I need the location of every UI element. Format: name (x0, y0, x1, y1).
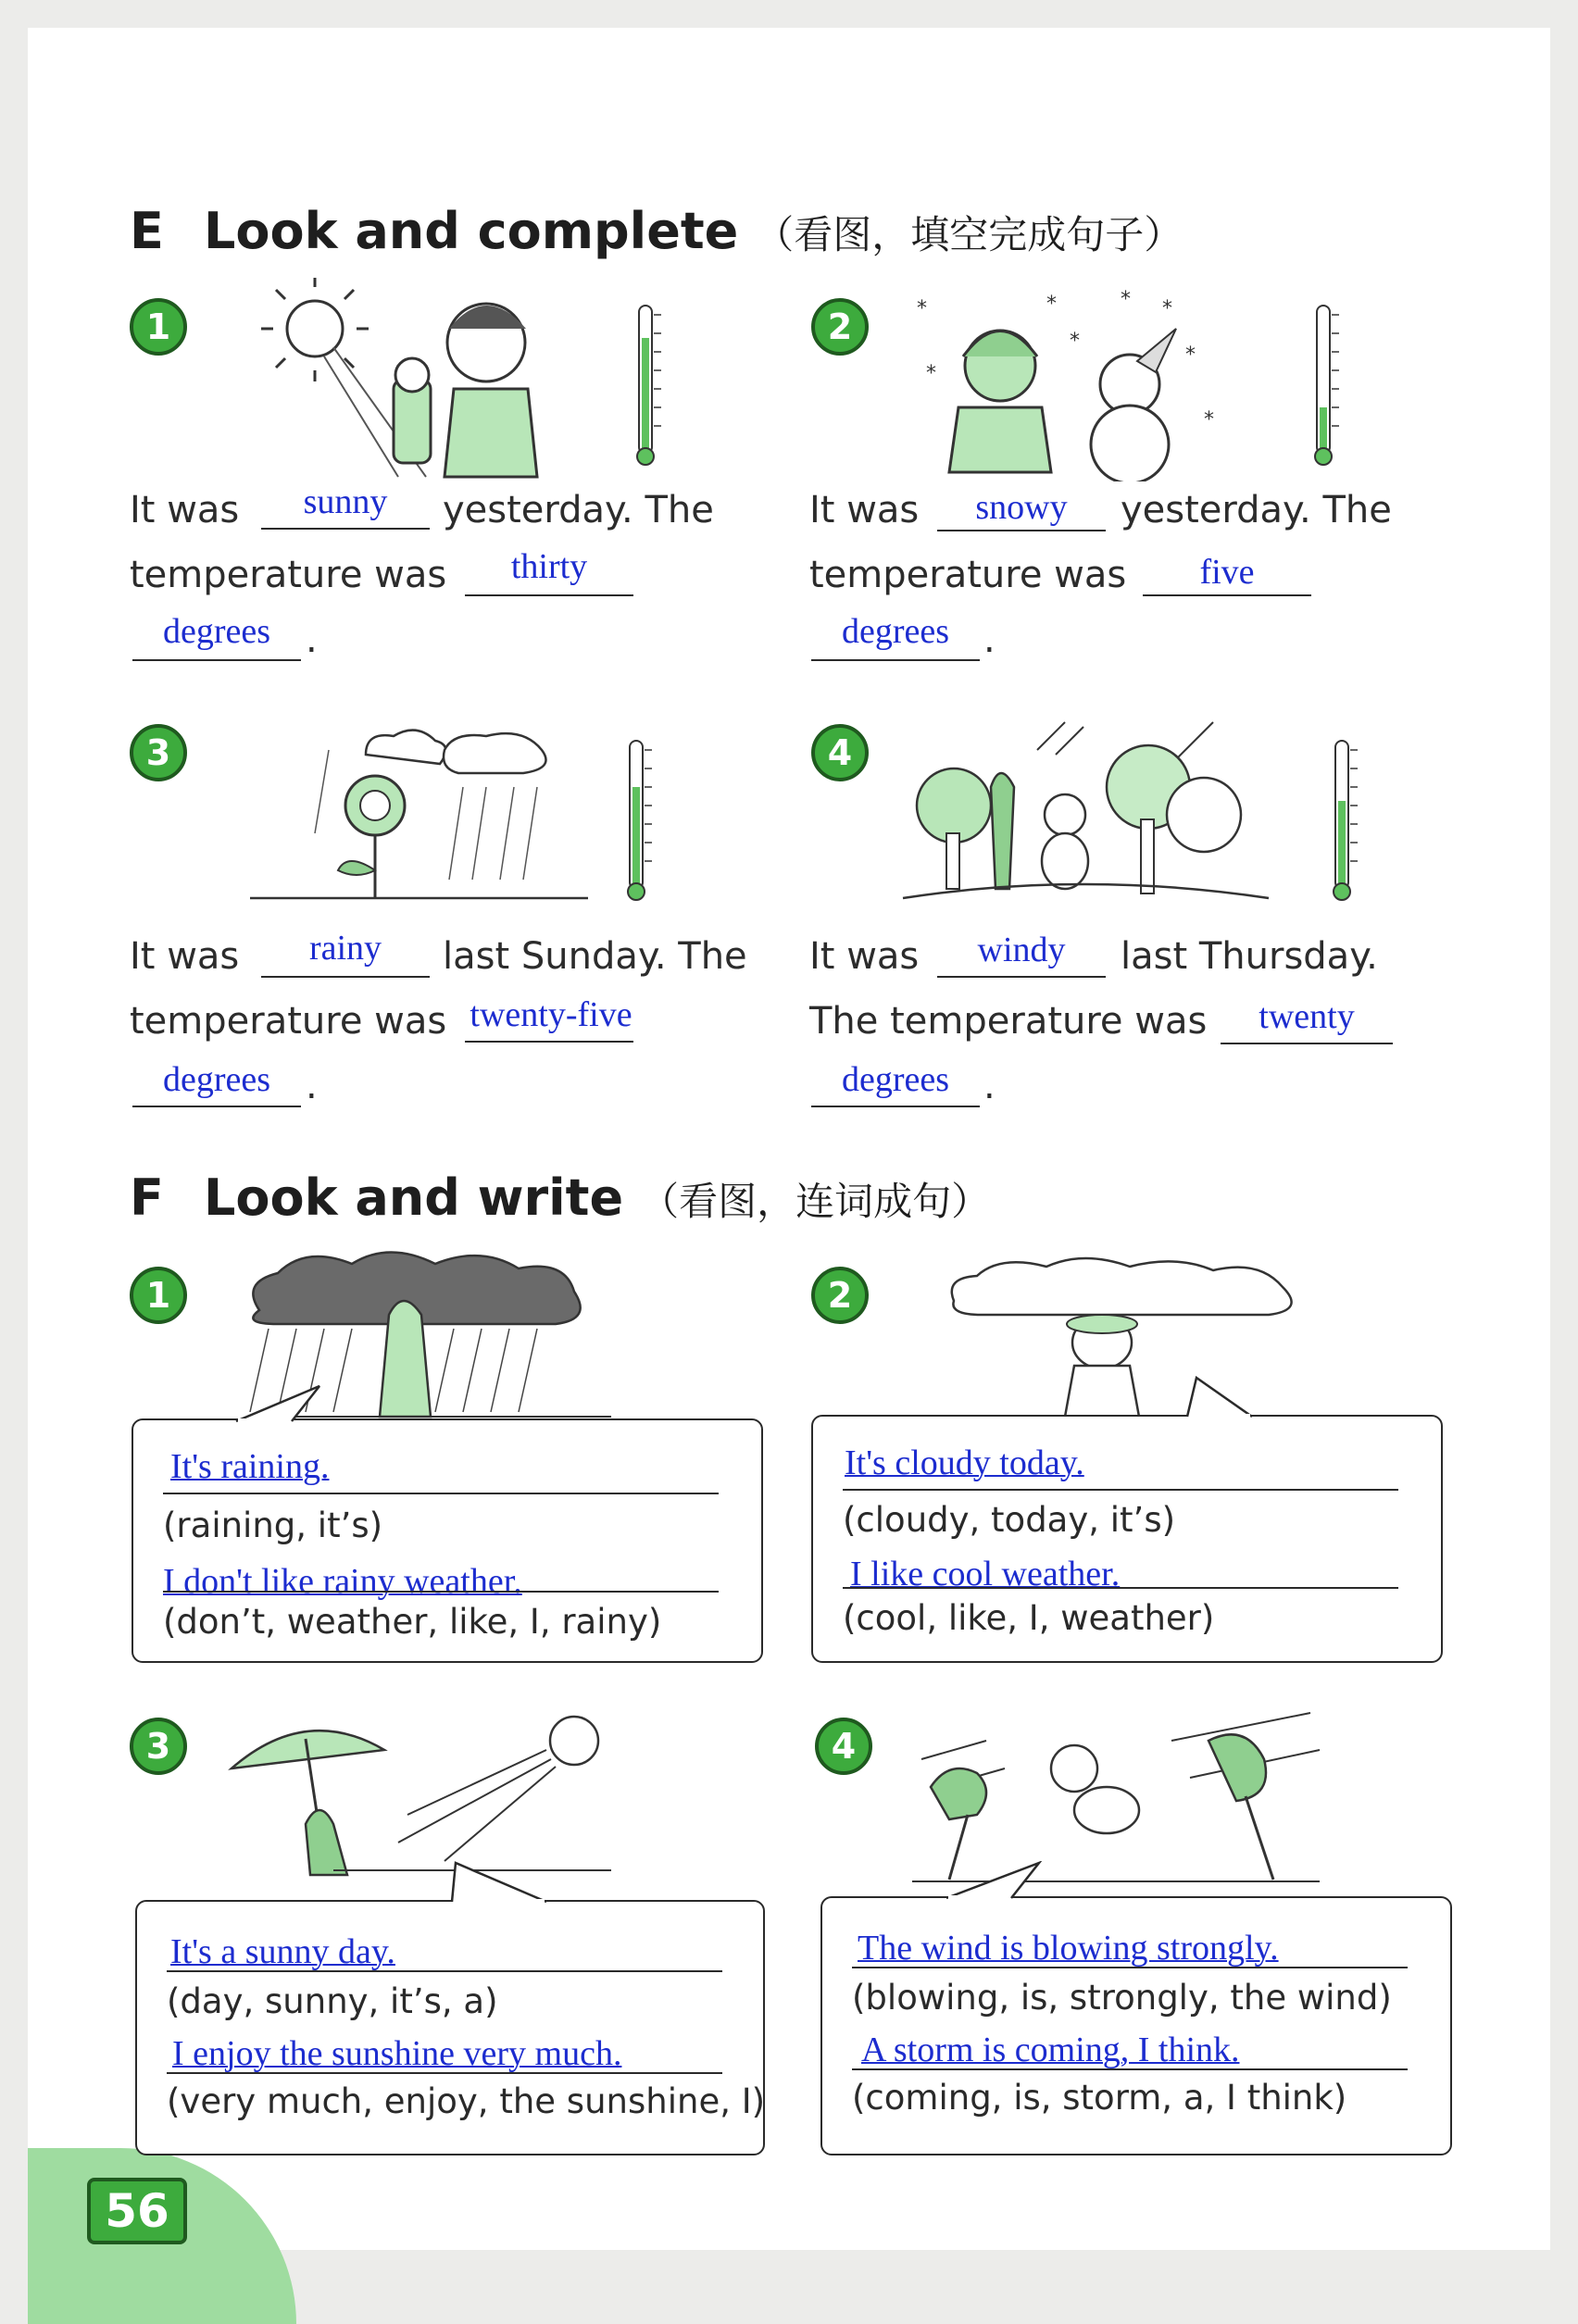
answer-blank-temperature: thirty (510, 547, 588, 586)
section-e-title: Look and complete (204, 202, 739, 260)
word-hint: (very much, enjoy, the sunshine, I) (167, 2081, 766, 2121)
blank-line (132, 659, 301, 661)
section-e-title-cn: （看图，填空完成句子） (755, 212, 1184, 257)
answer-line (163, 1493, 719, 1494)
blank-line (465, 1041, 633, 1043)
section-f-title-cn: （看图，连词成句） (640, 1179, 991, 1224)
svg-text:*: * (1070, 330, 1080, 353)
thermometer-icon (1308, 301, 1372, 468)
thermometer-icon (630, 301, 695, 468)
svg-text:*: * (917, 297, 927, 320)
sentence-period: . (306, 618, 318, 661)
speech-bubble-tail (1169, 1376, 1271, 1418)
sunny-hot-boy-illustration (259, 278, 574, 481)
svg-text:*: * (1185, 344, 1196, 367)
sentence-text: last Thursday. (1121, 935, 1378, 978)
answer-blank-unit: degrees (841, 1060, 950, 1099)
item-number-badge: 4 (815, 1718, 872, 1775)
written-answer: I like cool weather. (850, 1555, 1121, 1593)
page-number: 56 (87, 2178, 187, 2244)
section-f-heading (130, 1168, 990, 1227)
word-hint: (coming, is, storm, a, I think) (852, 2078, 1347, 2118)
section-f-title: Look and write (204, 1168, 624, 1227)
blank-line (261, 528, 430, 530)
sentence-text: It was (809, 935, 920, 978)
speech-bubble-tail (227, 1384, 338, 1423)
sentence-text: temperature was (130, 1000, 447, 1043)
sentence-period: . (983, 1065, 996, 1107)
answer-blank-weather: snowy (975, 488, 1068, 527)
blank-line (1221, 1043, 1393, 1044)
blank-line (937, 530, 1106, 531)
item-number-badge: 3 (130, 1718, 187, 1775)
sentence-period: . (983, 618, 996, 661)
answer-line (852, 1967, 1408, 1968)
sentence-text: It was (809, 489, 920, 531)
written-answer: I don't like rainy weather. (163, 1562, 522, 1601)
written-answer: The wind is blowing strongly. (858, 1929, 1279, 1968)
answer-blank-unit: degrees (162, 1060, 271, 1099)
answer-blank-weather: sunny (303, 482, 388, 521)
item-number-badge: 4 (811, 724, 869, 781)
word-hint: (raining, it’s) (163, 1506, 383, 1545)
answer-blank-temperature: twenty-five (470, 995, 632, 1034)
sentence-period: . (306, 1065, 318, 1107)
sentence-text: temperature was (130, 554, 447, 596)
blank-line (261, 976, 430, 978)
written-answer: It's raining. (170, 1447, 330, 1486)
sentence-text: yesterday. The (443, 489, 714, 531)
speech-bubble-tail (445, 1861, 565, 1904)
answer-blank-weather: windy (977, 931, 1066, 969)
thermometer-icon (620, 736, 685, 903)
blank-line (937, 976, 1106, 978)
section-f-letter: F (130, 1168, 164, 1227)
thermometer-icon (1326, 736, 1391, 903)
sentence-text: It was (130, 489, 240, 531)
section-e-letter: E (130, 202, 164, 260)
svg-text:*: * (1162, 297, 1172, 320)
word-hint: (don’t, weather, like, I, rainy) (163, 1602, 662, 1642)
item-number-badge: 2 (811, 298, 869, 356)
sentence-text: It was (130, 935, 240, 978)
answer-blank-temperature: twenty (1259, 997, 1355, 1036)
answer-line (163, 1591, 719, 1593)
sentence-text: The temperature was (809, 1000, 1208, 1043)
sentence-text: last Sunday. The (443, 935, 747, 978)
rainy-sunflower-illustration (245, 722, 597, 917)
item-number-badge: 2 (811, 1267, 869, 1324)
answer-line (843, 1587, 1398, 1589)
item-number-badge: 3 (130, 724, 187, 781)
blank-line (1143, 594, 1311, 596)
answer-line (167, 2072, 722, 2074)
word-hint: (cloudy, today, it’s) (843, 1500, 1176, 1540)
answer-blank-unit: degrees (841, 612, 950, 651)
word-hint: (day, sunny, it’s, a) (167, 1981, 498, 2021)
blank-line (465, 594, 633, 596)
sentence-text: yesterday. The (1121, 489, 1392, 531)
written-answer: A storm is coming, I think. (861, 2030, 1240, 2069)
windy-trees-illustration (898, 713, 1287, 917)
item-number-badge: 1 (130, 1267, 187, 1324)
sunny-beach-illustration (222, 1704, 630, 1889)
answer-line (852, 2068, 1408, 2070)
sentence-text: temperature was (809, 554, 1127, 596)
written-answer: I enjoy the sunshine very much. (172, 2034, 622, 2073)
section-e-heading (130, 202, 1183, 260)
written-answer: It's cloudy today. (845, 1443, 1084, 1482)
written-answer: It's a sunny day. (170, 1932, 395, 1971)
svg-text:*: * (1121, 288, 1131, 311)
word-hint: (blowing, is, strongly, the wind) (852, 1978, 1392, 2018)
svg-text:*: * (1046, 293, 1057, 316)
blank-line (811, 659, 980, 661)
answer-blank-weather: rainy (308, 929, 382, 968)
answer-blank-temperature: five (1199, 553, 1255, 592)
svg-text:*: * (1204, 408, 1214, 431)
item-number-badge: 1 (130, 298, 187, 356)
answer-blank-unit: degrees (162, 612, 271, 651)
speech-bubble-tail (937, 1861, 1058, 1900)
snowy-day-illustration (908, 287, 1259, 481)
answer-line (167, 1970, 722, 1972)
word-hint: (cool, like, I, weather) (843, 1598, 1215, 1638)
blank-line (811, 1106, 980, 1107)
answer-line (843, 1489, 1398, 1491)
svg-text:*: * (926, 362, 936, 385)
blank-line (132, 1106, 301, 1107)
